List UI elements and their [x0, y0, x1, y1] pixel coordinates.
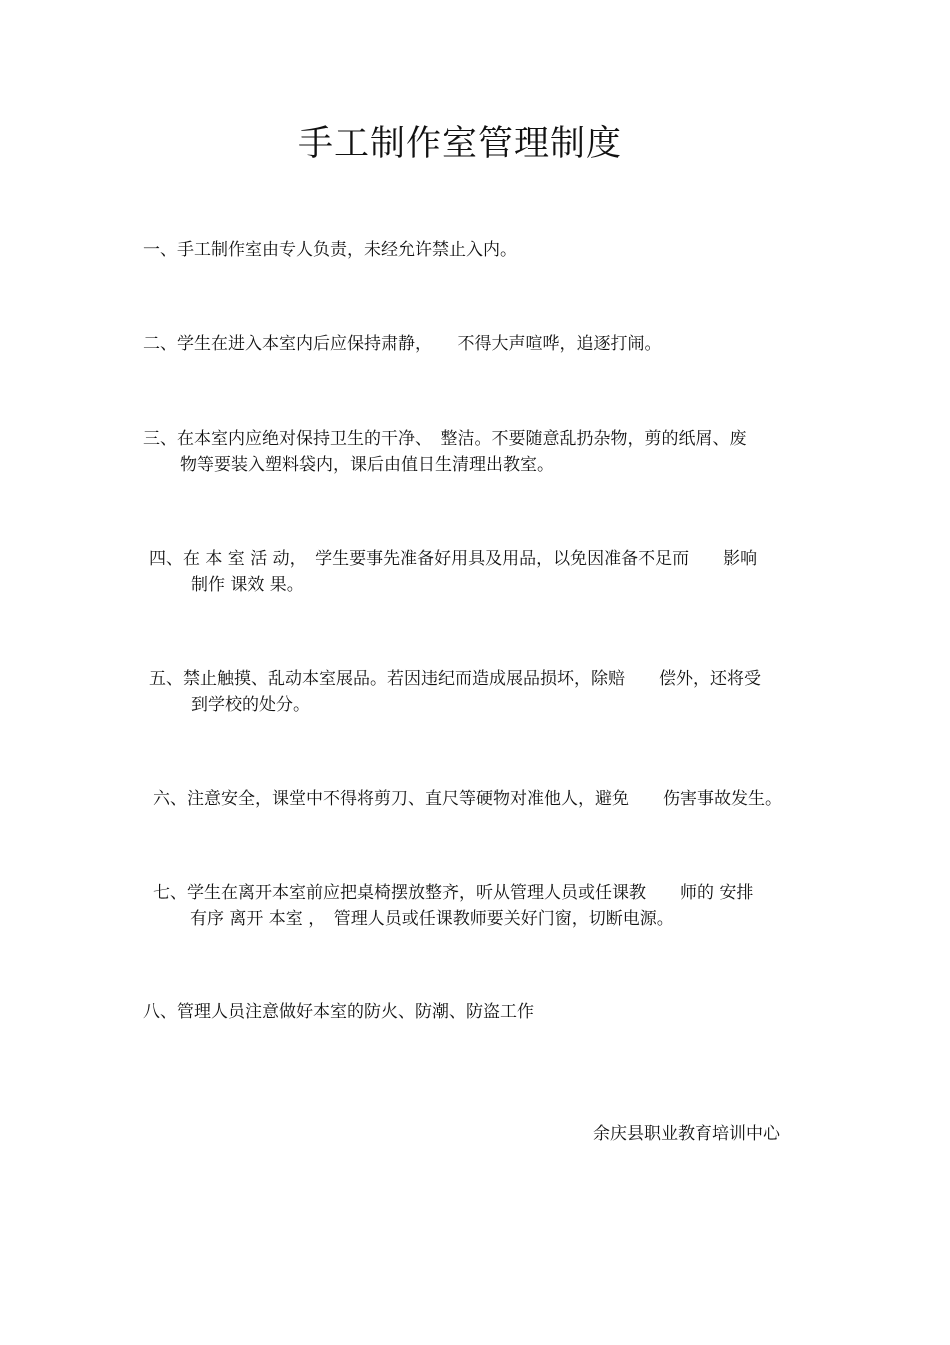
document-title: 手工制作室管理制度	[297, 124, 622, 164]
clause-3	[143, 426, 747, 478]
clause-line: 八、管理人员注意做好本室的防火、防潮、防盗工作	[143, 1002, 534, 1022]
clause-line-continued: 物等要装入塑料袋内，课后由值日生清理出教室。	[180, 455, 554, 475]
clause-line: 七、学生在离开本室前应把桌椅摆放整齐，听从管理人员或任课教 师的 安排	[153, 883, 754, 903]
clause-5	[149, 666, 761, 718]
clause-line-continued: 到学校的处分。	[191, 695, 310, 715]
clause-1	[143, 237, 517, 263]
clause-4	[149, 546, 757, 598]
clause-line-continued: 制作 课效 果。	[191, 575, 304, 595]
clause-7	[153, 880, 753, 932]
clause-line-continued: 有序 离开 本室 ， 管理人员或任课教师要关好门窗，切断电源。	[190, 909, 674, 929]
clause-8	[143, 999, 534, 1025]
clause-line: 二、学生在进入本室内后应保持肃静， 不得大声喧哗，追逐打闹。	[143, 334, 662, 354]
clause-line: 一、手工制作室由专人负责，未经允许禁止入内。	[143, 240, 517, 260]
signature: 余庆县职业教育培训中心	[593, 1124, 780, 1144]
clause-6	[153, 786, 782, 812]
clause-line: 四、在 本 室 活 动， 学生要事先准备好用具及用品，以免因准备不足而 影响	[149, 549, 758, 569]
clause-2	[143, 331, 662, 357]
clause-line: 六、注意安全，课堂中不得将剪刀、直尺等硬物对准他人，避免 伤害事故发生。	[153, 789, 782, 809]
clause-line: 三、在本室内应绝对保持卫生的干净、 整洁。不要随意乱扔杂物，剪的纸屑、废	[143, 429, 747, 449]
clause-line: 五、禁止触摸、乱动本室展品。若因违纪而造成展品损坏，除赔 偿外，还将受	[149, 669, 761, 689]
